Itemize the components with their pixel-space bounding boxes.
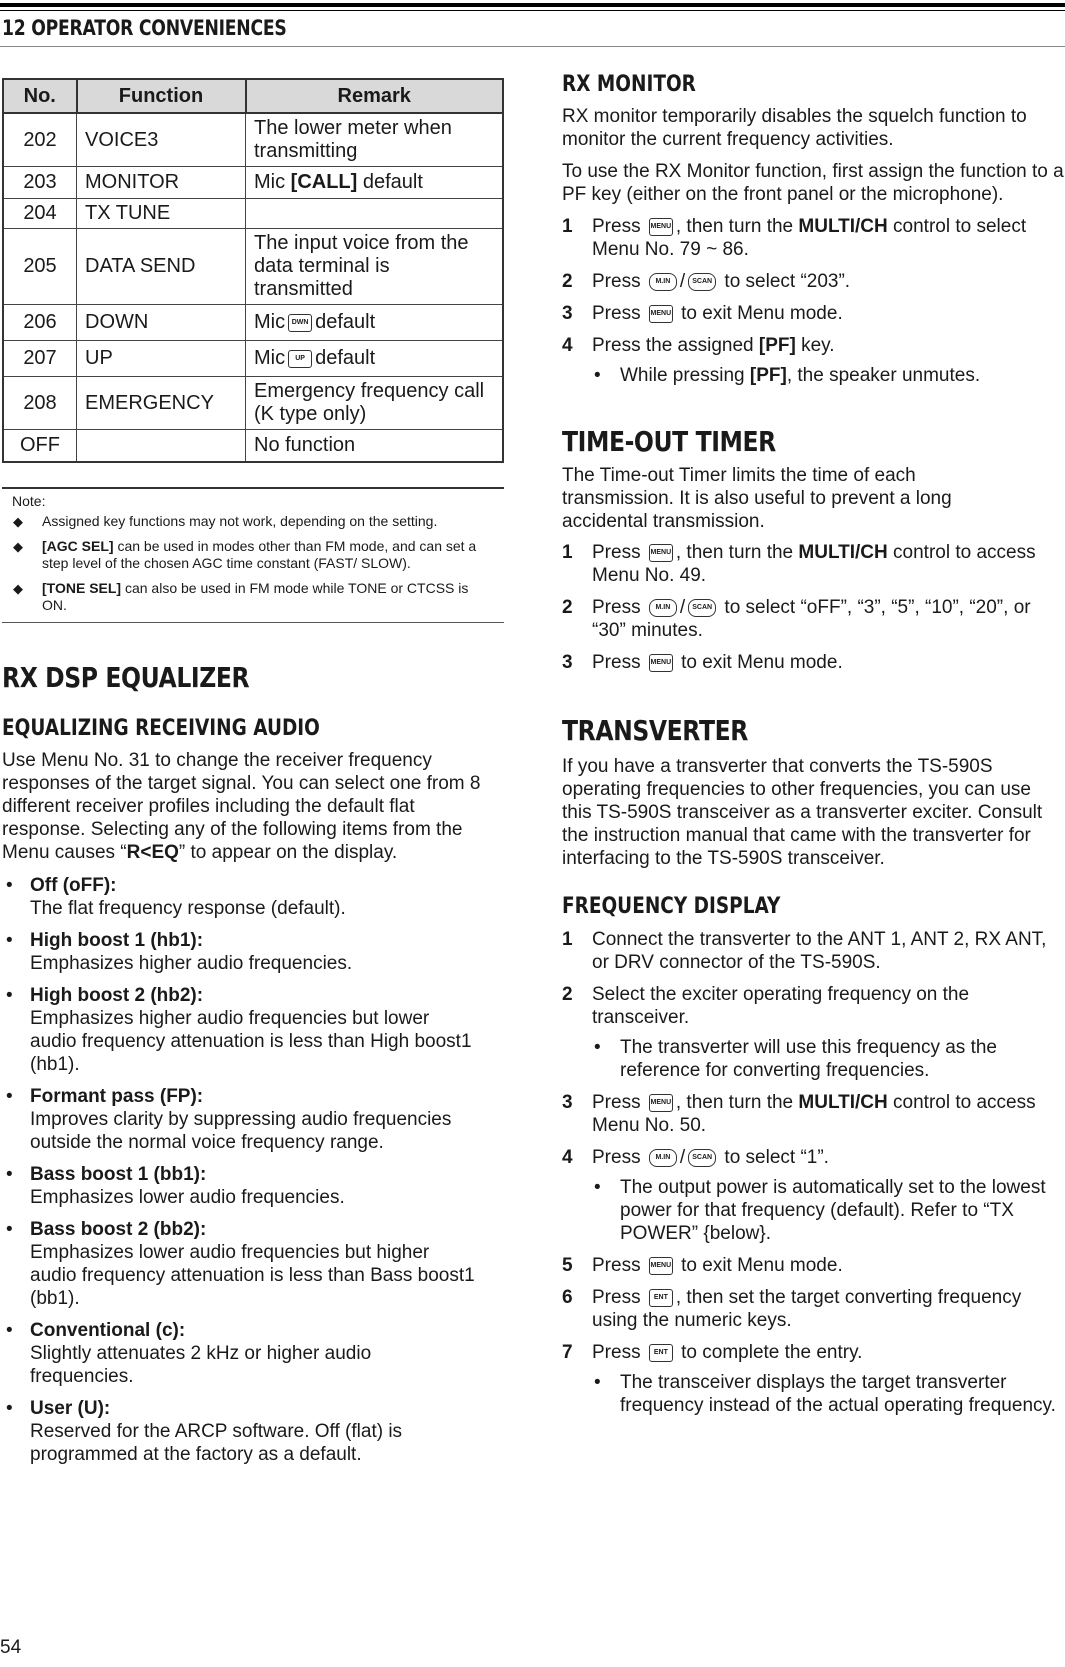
table-header-row xyxy=(3,79,503,113)
top-rule xyxy=(0,3,1065,7)
list-item xyxy=(2,1319,430,1388)
timeout-p1: The Time-out Timer limits the time of each transmission. It is also useful to prevent a long accidental transmission. xyxy=(562,465,952,532)
equalizing-subheading: EQUALIZING RECEIVING AUDIO xyxy=(2,715,320,741)
bullet-icon: • xyxy=(594,1177,601,1198)
rx-monitor-p1: RX monitor temporarily disables the squelch function to monitor the current frequency activities. xyxy=(562,106,1027,150)
rx-dsp-intro xyxy=(2,749,482,864)
cell-function xyxy=(77,430,246,462)
remark-text: default xyxy=(315,347,376,369)
bullet-icon: • xyxy=(594,1372,601,1393)
intro-text: ” to appear on the display. xyxy=(178,841,398,863)
table-header-function: Function xyxy=(77,79,246,113)
cell-function: UP xyxy=(77,341,246,377)
bullet-icon: • xyxy=(6,929,13,951)
step-number: 2 xyxy=(562,984,573,1005)
step-number: 4 xyxy=(562,335,573,356)
eq-profile-list xyxy=(2,874,504,1466)
item-desc: The flat frequency response (default). xyxy=(30,897,346,919)
step-text: While pressing xyxy=(620,365,750,386)
step-text: to select “203”. xyxy=(719,271,851,292)
step xyxy=(562,651,1064,674)
bullet-icon: • xyxy=(594,1037,601,1058)
cell-remark: The input voice from the data terminal is transmitted xyxy=(246,229,504,305)
cell-remark xyxy=(246,199,504,229)
multi-ch-label: MULTI/CH xyxy=(798,1092,888,1113)
down-key-icon: M.IN xyxy=(649,1149,677,1167)
list-item xyxy=(2,929,504,975)
step xyxy=(562,596,1064,642)
step-text: Press xyxy=(592,542,646,563)
step xyxy=(562,270,1064,293)
note-bottom-rule xyxy=(2,622,504,623)
cell-no: 208 xyxy=(3,377,77,430)
step-number: 6 xyxy=(562,1287,573,1308)
table-row xyxy=(3,113,503,167)
bullet-icon: • xyxy=(6,984,13,1006)
down-key-icon: M.IN xyxy=(649,273,677,291)
step-text: Press xyxy=(592,271,641,292)
step-number: 1 xyxy=(562,542,573,563)
table-row xyxy=(3,229,503,305)
cell-no: 202 xyxy=(3,113,77,167)
step-number: 7 xyxy=(562,1342,573,1363)
ent-key-icon: ENT xyxy=(649,1289,673,1307)
step-text: to select “1”. xyxy=(719,1147,829,1168)
header-rule xyxy=(0,46,1065,47)
bullet-icon: • xyxy=(6,1319,13,1341)
item-desc: Reserved for the ARCP software. Off (flat) is programmed at the factory as a default. xyxy=(30,1420,403,1465)
step-text: to exit Menu mode. xyxy=(675,1255,843,1276)
step-number: 1 xyxy=(562,929,573,950)
note-item xyxy=(2,538,492,572)
menu-key-icon: MENU xyxy=(649,1094,673,1112)
step-text: Select the exciter operating frequency on the transceiver. xyxy=(592,984,970,1028)
up-key-icon: SCAN xyxy=(688,273,716,291)
slash: / xyxy=(679,271,686,292)
cell-no: 204 xyxy=(3,199,77,229)
step xyxy=(562,1146,1064,1169)
note-rule xyxy=(2,487,504,489)
step-text: Press xyxy=(592,1342,641,1363)
list-item xyxy=(2,1218,480,1310)
step-text: Connect the transverter to the ANT 1, ANT 2, RX ANT, or DRV connector of the TS-590S. xyxy=(592,929,1047,973)
bullet-icon: • xyxy=(6,1397,13,1419)
transverter-heading: TRANSVERTER xyxy=(562,714,748,747)
item-title: Off (oFF): xyxy=(30,874,117,896)
remark-text: Mic xyxy=(254,311,286,333)
cell-no: OFF xyxy=(3,430,77,462)
mic-down-key-icon: DWN xyxy=(288,314,312,332)
step-text: The transverter will use this frequency as the reference for converting frequencies. xyxy=(620,1037,998,1081)
pf-key-label: [PF] xyxy=(749,365,787,386)
step xyxy=(562,1091,1064,1137)
step xyxy=(562,983,1064,1029)
page-header: 12 OPERATOR CONVENIENCES xyxy=(2,16,287,40)
note-label: Note: xyxy=(12,492,46,509)
sub-bullet xyxy=(562,1371,1064,1417)
cell-remark: No function xyxy=(246,430,504,462)
multi-ch-label: MULTI/CH xyxy=(798,542,888,563)
cell-remark xyxy=(246,167,504,199)
cell-function: VOICE3 xyxy=(77,113,246,167)
menu-key-icon: MENU xyxy=(649,654,673,672)
menu-key-icon: MENU xyxy=(649,1257,673,1275)
step-text: control to select Menu No. 79 ~ 86. xyxy=(592,216,1027,260)
remark-text: default xyxy=(357,171,423,193)
mic-up-key-icon: UP xyxy=(288,350,312,368)
step-text: , then turn the xyxy=(675,542,799,563)
cell-remark xyxy=(246,305,504,341)
multi-ch-label: MULTI/CH xyxy=(798,216,888,237)
diamond-bullet-icon: ◆ xyxy=(13,513,23,529)
menu-key-icon: MENU xyxy=(649,218,673,236)
rx-monitor-p2: To use the RX Monitor function, first assign the function to a PF key (either on the front panel or the microphone). xyxy=(562,161,1064,205)
function-table xyxy=(2,78,504,463)
step-number: 4 xyxy=(562,1147,573,1168)
list-item xyxy=(2,1163,504,1209)
step-text: control to access Menu No. 49. xyxy=(592,542,1036,586)
cell-remark: The lower meter when transmitting xyxy=(246,113,504,167)
table-row xyxy=(3,305,503,341)
cell-function: DATA SEND xyxy=(77,229,246,305)
table-row xyxy=(3,377,503,430)
step-number: 3 xyxy=(562,303,573,324)
diamond-bullet-icon: ◆ xyxy=(13,580,23,596)
step-text: , then set the target converting frequency using the numeric keys. xyxy=(592,1287,1022,1331)
step xyxy=(562,541,1064,587)
step-text: , then turn the xyxy=(675,1092,799,1113)
note-key-label: [AGC SEL] xyxy=(42,537,114,554)
step-text: The output power is automatically set to the lowest power for that frequency (default). Refer to “TX POWER” {below}. xyxy=(620,1177,1046,1244)
step xyxy=(562,928,1064,974)
item-desc: Emphasizes higher audio frequencies but lower audio frequency attenuation is less than High boost1 (hb1). xyxy=(30,1007,472,1075)
table-row xyxy=(3,341,503,377)
rx-dsp-heading: RX DSP EQUALIZER xyxy=(2,660,250,694)
step xyxy=(562,1286,1064,1332)
page-number: 54 xyxy=(0,1637,22,1658)
ent-key-icon: ENT xyxy=(649,1344,673,1362)
step-text: key. xyxy=(795,335,835,356)
note-text: can be used in modes other than FM mode, and can set a step level of the chosen AGC time constant (FAST/ SLOW). xyxy=(42,537,477,571)
table-header-no: No. xyxy=(3,79,77,113)
step xyxy=(562,215,1064,261)
note-text: Assigned key functions may not work, depending on the setting. xyxy=(42,512,438,529)
list-item xyxy=(2,1085,500,1154)
bullet-icon: • xyxy=(6,1085,13,1107)
step-text: Press xyxy=(592,303,641,324)
step-number: 3 xyxy=(562,1092,573,1113)
cell-no: 205 xyxy=(3,229,77,305)
step-number: 5 xyxy=(562,1255,573,1276)
item-title: Conventional (c): xyxy=(30,1319,186,1341)
time-out-timer-heading: TIME-OUT TIMER xyxy=(562,425,776,458)
item-desc: Emphasizes higher audio frequencies. xyxy=(30,952,353,974)
note-item xyxy=(2,580,492,614)
step-text: Press xyxy=(592,1255,641,1276)
slash: / xyxy=(679,1147,686,1168)
sub-bullet xyxy=(562,364,1064,387)
down-key-icon: M.IN xyxy=(649,599,677,617)
cell-no: 206 xyxy=(3,305,77,341)
cell-remark xyxy=(246,341,504,377)
slash: / xyxy=(679,597,686,618)
step-text: to exit Menu mode. xyxy=(675,652,843,673)
step-text: Press xyxy=(592,216,646,237)
step-text: Press xyxy=(592,652,641,673)
step-text: The transceiver displays the target transverter frequency instead of the actual operating frequency. xyxy=(620,1372,1056,1416)
right-column xyxy=(562,72,1064,1417)
step-text: to exit Menu mode. xyxy=(675,303,843,324)
cell-no: 203 xyxy=(3,167,77,199)
frequency-display-heading: FREQUENCY DISPLAY xyxy=(562,894,781,919)
sub-bullet xyxy=(562,1036,1064,1082)
item-title: High boost 2 (hb2): xyxy=(30,984,204,1006)
sub-bullet xyxy=(562,1176,1064,1245)
bullet-icon: • xyxy=(594,365,601,386)
table-row xyxy=(3,167,503,199)
note-text: can also be used in FM mode while TONE or CTCSS is ON. xyxy=(42,579,469,613)
pf-key-label: [PF] xyxy=(758,335,796,356)
intro-text: Use Menu No. 31 to change the receiver frequency responses of the target signal. You can select one from 8 different receiver profiles including the default flat response. Selecting any of the following items from the Menu causes “ xyxy=(2,749,481,863)
cell-no: 207 xyxy=(3,341,77,377)
step-text: control to access Menu No. 50. xyxy=(592,1092,1036,1136)
remark-text: default xyxy=(315,311,376,333)
req-indicator: R<EQ xyxy=(126,841,179,863)
step xyxy=(562,1341,1064,1364)
item-title: Bass boost 1 (bb1): xyxy=(30,1163,207,1185)
menu-key-icon: MENU xyxy=(649,305,673,323)
call-key-label: [CALL] xyxy=(290,171,358,193)
item-desc: Improves clarity by suppressing audio frequencies outside the normal voice frequency range. xyxy=(30,1108,452,1153)
cell-function: DOWN xyxy=(77,305,246,341)
step-text: , the speaker unmutes. xyxy=(786,365,981,386)
step xyxy=(562,302,1064,325)
item-desc: Emphasizes lower audio frequencies but higher audio frequency attenuation is less than Bass boost1 (bb1). xyxy=(30,1241,475,1309)
step xyxy=(562,334,1064,357)
item-title: Bass boost 2 (bb2): xyxy=(30,1218,207,1240)
table-row xyxy=(3,199,503,229)
step-text: Press xyxy=(592,1287,641,1308)
transverter-p1: If you have a transverter that converts the TS-590S operating frequencies to other frequencies, you can use this TS-590S transceiver as a transverter exciter. Consult the instruction manual that came with the transverter for interfacing to the TS-590S transceiver. xyxy=(562,756,1043,869)
remark-text: Mic xyxy=(254,347,286,369)
note-item xyxy=(2,513,492,530)
list-item xyxy=(2,1397,470,1466)
bullet-icon: • xyxy=(6,874,13,896)
remark-text: Mic xyxy=(254,171,291,193)
item-title: Formant pass (FP): xyxy=(30,1085,204,1107)
cell-function: TX TUNE xyxy=(77,199,246,229)
up-key-icon: SCAN xyxy=(688,599,716,617)
item-desc: Slightly attenuates 2 kHz or higher audio frequencies. xyxy=(30,1342,372,1387)
step-text: Press xyxy=(592,1147,641,1168)
list-item xyxy=(2,874,504,920)
cell-function: MONITOR xyxy=(77,167,246,199)
step xyxy=(562,1254,1064,1277)
top-rule-thin xyxy=(0,10,1065,11)
cell-remark: Emergency frequency call (K type only) xyxy=(246,377,504,430)
rx-monitor-heading: RX MONITOR xyxy=(562,72,696,97)
bullet-icon: • xyxy=(6,1163,13,1185)
step-text: Press xyxy=(592,1092,646,1113)
step-text: Press the assigned xyxy=(592,335,759,356)
bullet-icon: • xyxy=(6,1218,13,1240)
item-title: High boost 1 (hb1): xyxy=(30,929,204,951)
note-key-label: [TONE SEL] xyxy=(42,579,122,596)
list-item xyxy=(2,984,480,1076)
cell-function: EMERGENCY xyxy=(77,377,246,430)
up-key-icon: SCAN xyxy=(688,1149,716,1167)
step-text: Press xyxy=(592,597,641,618)
step-text: to select “oFF”, “3”, “5”, “10”, “20”, or “30” minutes. xyxy=(592,597,1031,641)
step-number: 2 xyxy=(562,271,573,292)
step-number: 3 xyxy=(562,652,573,673)
table-header-remark: Remark xyxy=(246,79,504,113)
item-title: User (U): xyxy=(30,1397,111,1419)
step-number: 1 xyxy=(562,216,573,237)
step-text: to complete the entry. xyxy=(675,1342,863,1363)
left-column xyxy=(2,78,504,1466)
step-number: 2 xyxy=(562,597,573,618)
table-row xyxy=(3,430,503,462)
menu-key-icon: MENU xyxy=(649,544,673,562)
diamond-bullet-icon: ◆ xyxy=(13,538,23,554)
item-desc: Emphasizes lower audio frequencies. xyxy=(30,1186,345,1208)
step-text: , then turn the xyxy=(675,216,799,237)
